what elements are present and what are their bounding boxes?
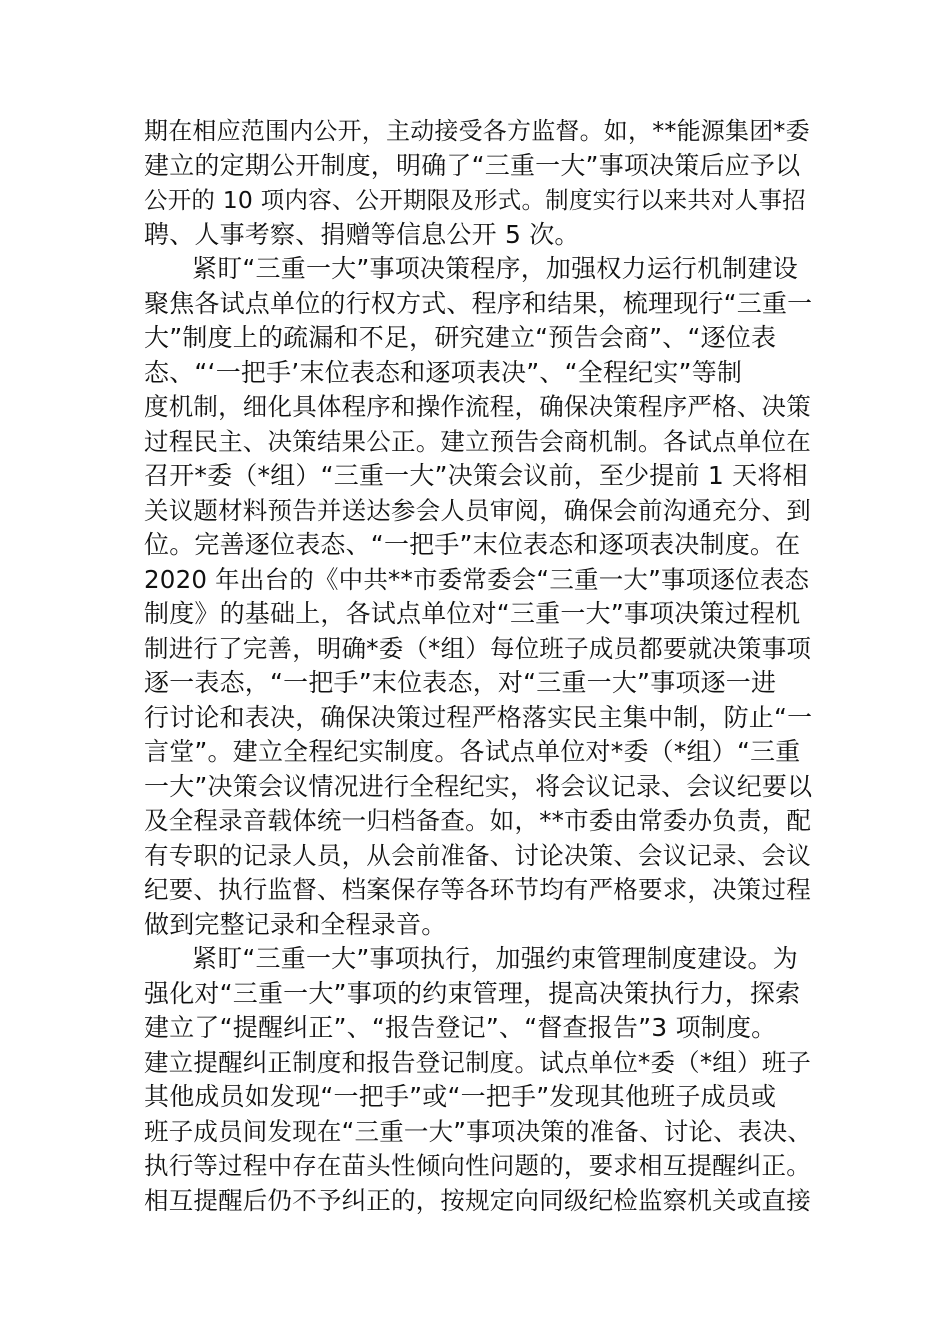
text-line: 执行等过程中存在苗头性倾向性问题的，要求相互提醒纠正。: [144, 1151, 811, 1180]
text-line: 纪要、执行监督、档案保存等各环节均有严格要求，决策过程: [144, 875, 811, 904]
text-line: 紧盯“三重一大”事项执行，加强约束管理制度建设。为: [192, 944, 798, 973]
text-line: 态、“‘一把手’末位表态和逐项表决”、“全程纪实”等制: [144, 357, 743, 387]
text-line: 制进行了完善，明确*委（*组）每位班子成员都要就决策事项: [144, 633, 812, 663]
text-line: 公开的 10 项内容、公开期限及形式。制度实行以来共对人事招: [144, 186, 806, 214]
text-line: 期在相应范围内公开，主动接受各方监督。如，**能源集团*委: [144, 117, 810, 145]
text-line: 关议题材料预告并送达参会人员审阅，确保会前沟通充分、到: [144, 495, 811, 525]
text-line: 过程民主、决策结果公正。建立预告会商机制。各试点单位在: [144, 426, 811, 456]
text-line: 大”制度上的疏漏和不足，研究建立“预告会商”、“逐位表: [144, 323, 777, 352]
text-line: 2020 年出台的《中共**市委常委会“三重一大”事项逐位表态: [144, 564, 810, 594]
document-body: [144, 114, 814, 1218]
text-line: 建立的定期公开制度，明确了“三重一大”事项决策后应予以: [144, 150, 801, 180]
text-line: 建立了“提醒纠正”、“报告登记”、“督查报告”3 项制度。: [144, 1013, 777, 1042]
text-line: 班子成员间发现在“三重一大”事项决策的准备、讨论、表决、: [144, 1116, 812, 1146]
text-line: 言堂”。建立全程纪实制度。各试点单位对*委（*组）“三重: [144, 737, 801, 766]
text-line: 有专职的记录人员，从会前准备、讨论决策、会议记录、会议: [144, 840, 811, 870]
text-line: 聚焦各试点单位的行权方式、程序和结果，梳理现行“三重一: [144, 288, 813, 318]
text-line: 位。完善逐位表态、“一把手”末位表态和逐项表决制度。在: [144, 530, 801, 559]
text-line: 紧盯“三重一大”事项决策程序，加强权力运行机制建设: [192, 254, 798, 283]
text-line: 强化对“三重一大”事项的约束管理，提高决策执行力，探索: [144, 978, 801, 1008]
text-line: 行讨论和表决，确保决策过程严格落实民主集中制，防止“一: [144, 702, 813, 732]
text-line: 其他成员如发现“一把手”或“一把手”发现其他班子成员或: [144, 1082, 777, 1111]
text-line: 及全程录音载体统一归档备查。如，**市委由常委办负责，配: [144, 806, 812, 835]
text-line: 聘、人事考察、捐赠等信息公开 5 次。: [144, 219, 580, 249]
text-line: 相互提醒后仍不予纠正的，按规定向同级纪检监察机关或直接: [144, 1185, 811, 1215]
text-line: 做到完整记录和全程录音。: [144, 909, 447, 939]
text-line: 逐一表态，“一把手”末位表态，对“三重一大”事项逐一进: [144, 668, 777, 697]
text-line: 一大”决策会议情况进行全程纪实，将会议记录、会议纪要以: [144, 771, 813, 801]
text-line: 度机制，细化具体程序和操作流程，确保决策程序严格、决策: [144, 392, 811, 421]
text-line: 制度》的基础上，各试点单位对“三重一大”事项决策过程机: [144, 599, 801, 628]
text-line: 召开*委（*组）“三重一大”决策会议前，至少提前 1 天将相: [144, 461, 808, 490]
text-line: 建立提醒纠正制度和报告登记制度。试点单位*委（*组）班子: [144, 1047, 812, 1077]
